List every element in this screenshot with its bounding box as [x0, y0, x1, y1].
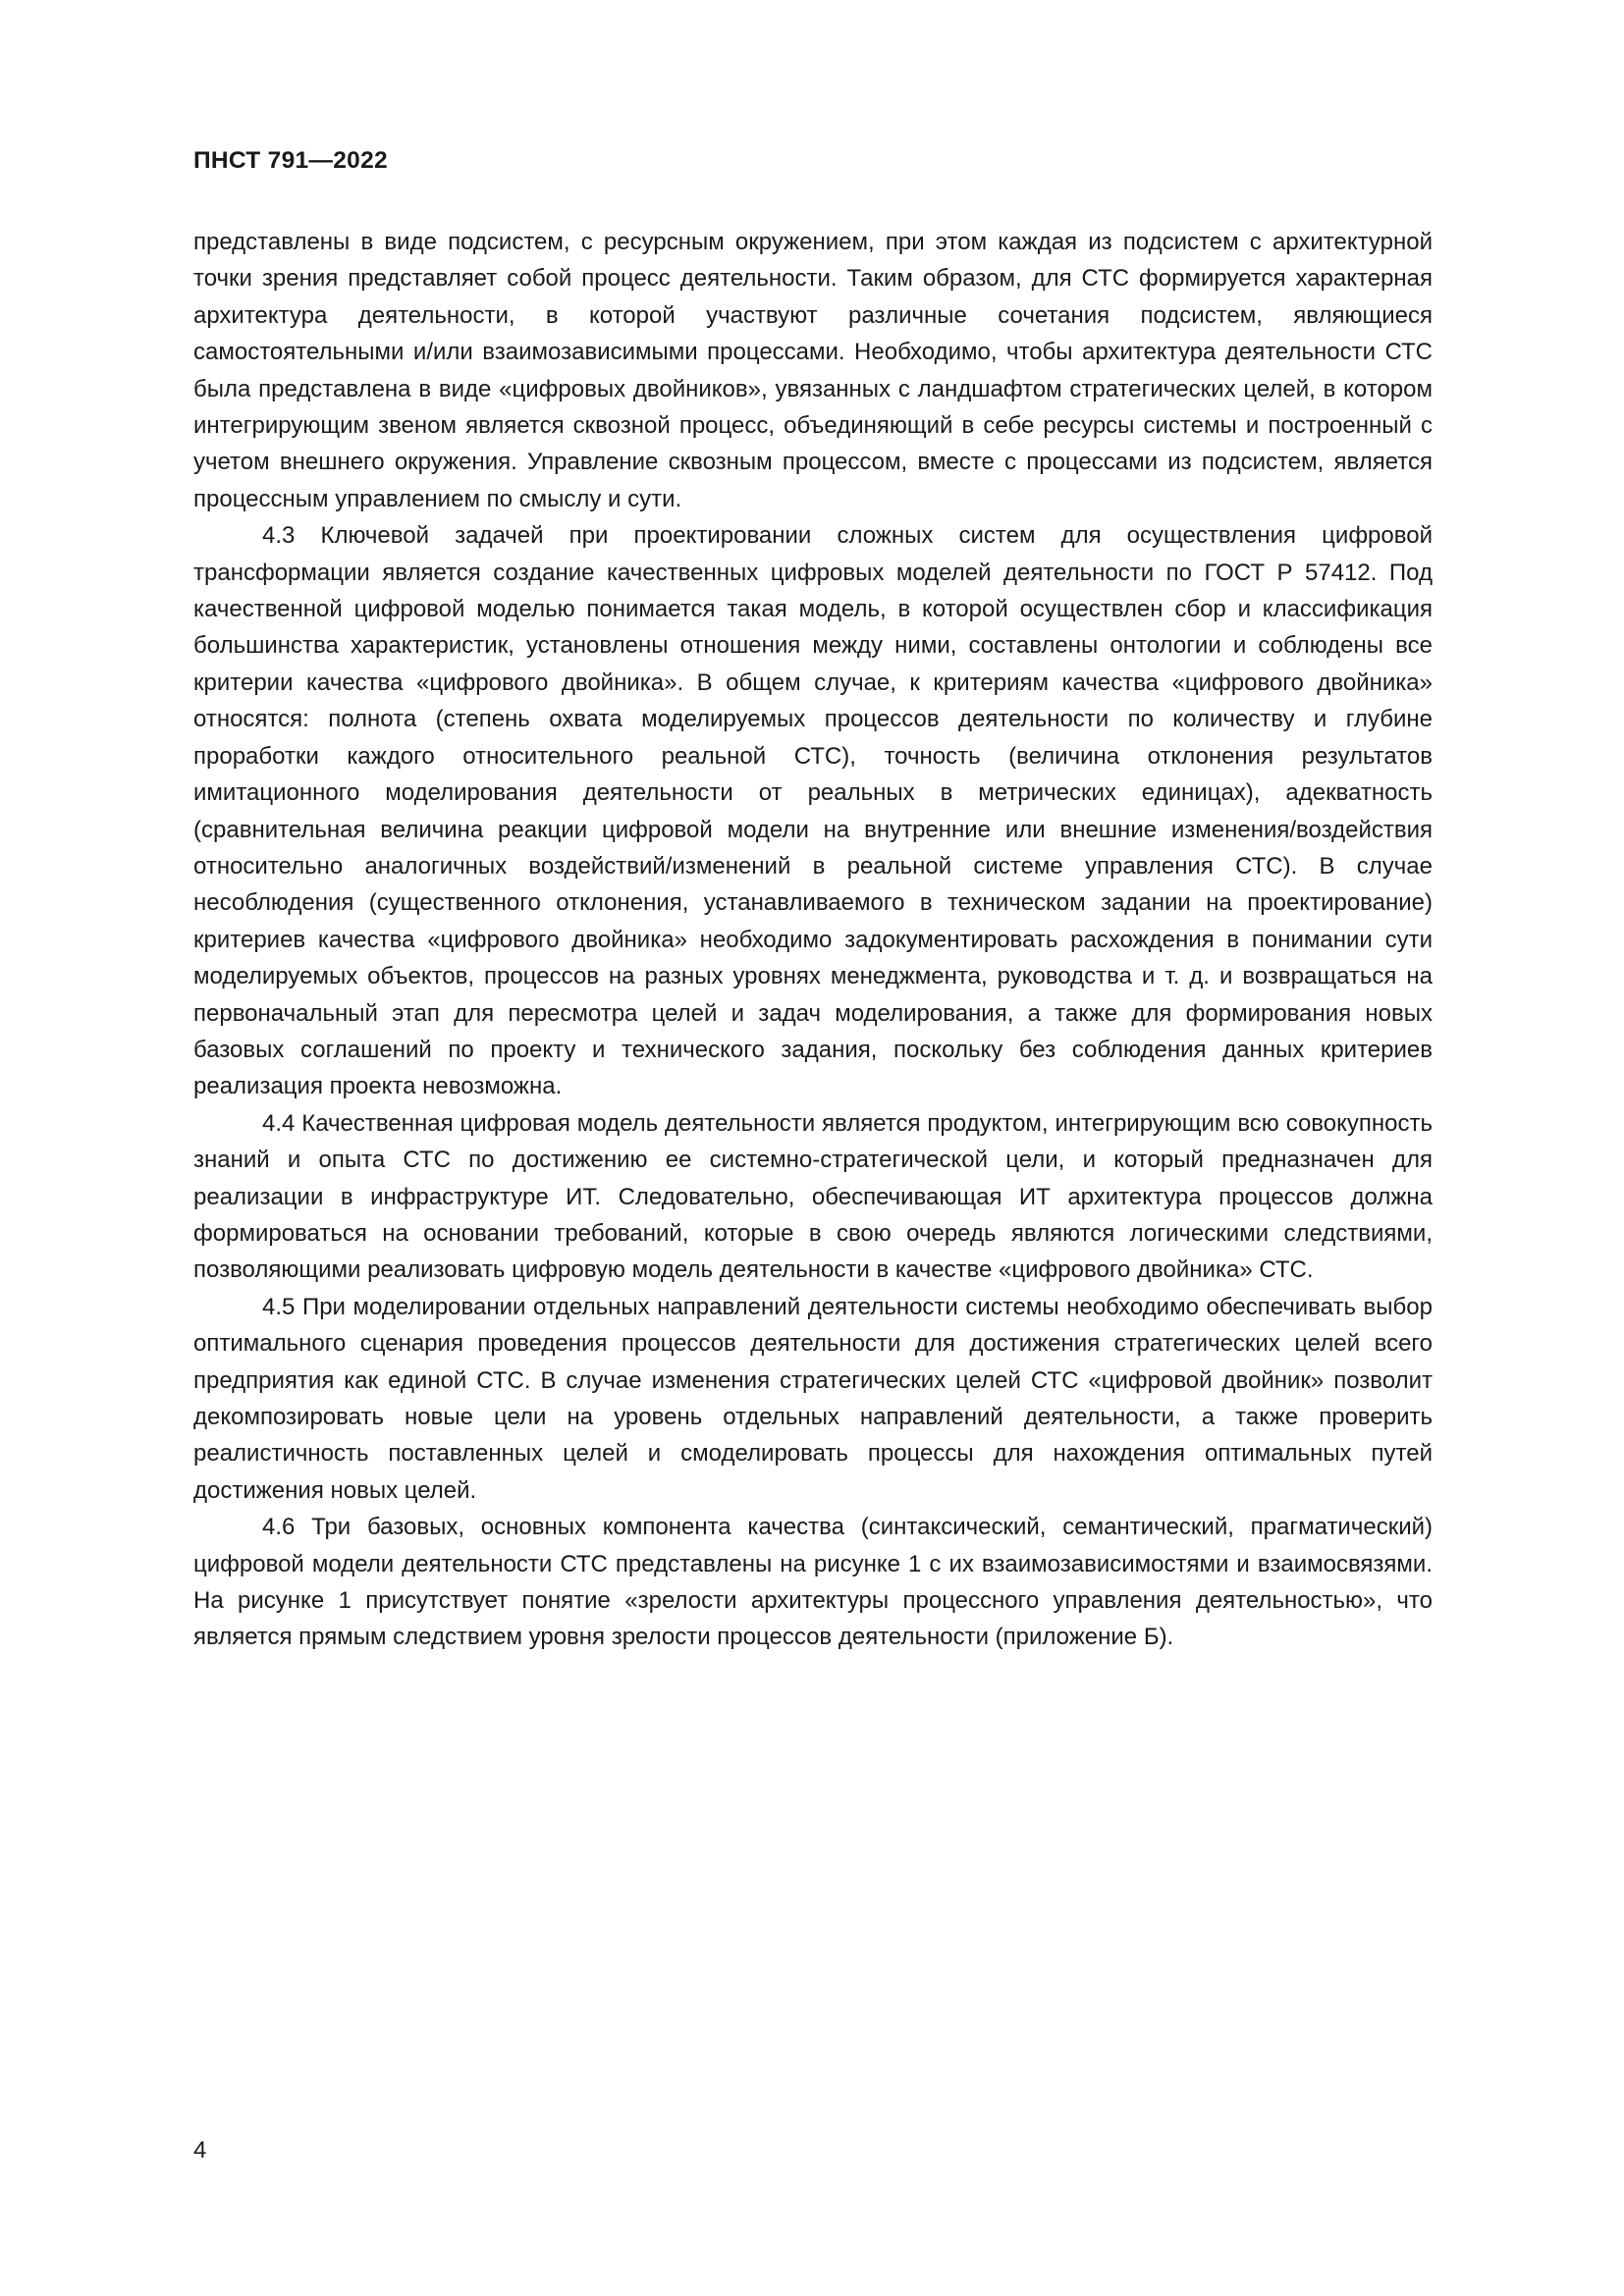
- document-code-header: ПНСТ 791—2022: [193, 147, 388, 174]
- paragraph-4-4: 4.4 Качественная цифровая модель деятельности является продуктом, интегрирующим всю совокупность знаний и опыта СТС по достижению ее системно-стратегической цели, и который предназначен для реализации в инфраструктуре ИТ. Следовательно, обеспечивающая ИТ архитектура процессов должна формироваться на основании требований, которые в свою очередь являются логическими следствиями, позволяющими реализовать цифровую модель деятельности в качестве «цифрового двойника» СТС.: [193, 1109, 1433, 1284]
- paragraph-4-3: 4.3 Ключевой задачей при проектировании сложных систем для осуществления цифровой трансформации является создание качественных цифровых моделей деятельности по ГОСТ Р 57412. Под качественной цифровой моделью понимается такая модель, в которой осуществлен сбор и классификация большинства характеристик, установлены отношения между ними, составлены онтологии и соблюдены все критерии качества «цифрового двойника». В общем случае, к критериям качества «цифрового двойника» относятся: полнота (степень охвата моделируемых процессов деятельности по количеству и глубине проработки каждого относительного реальной СТС), точность (величина отклонения результатов имитационного моделирования деятельности от реальных в метрических единицах), адекватность (сравнительная величина реакции цифровой модели на внутренние или внешние изменения/воздействия относительно аналогичных воздействий/изменений в реальной системе управления СТС). В случае несоблюдения (существенного отклонения, устанавливаемого в техническом задании на проектирование) критериев качества «цифрового двойника» необходимо задокументировать расхождения в понимании сути моделируемых объектов, процессов на разных уровнях менеджмента, руководства и т. д. и возвращаться на первоначальный этап для пересмотра целей и задач моделирования, а также для формирования новых базовых соглашений по проекту и технического задания, поскольку без соблюдения данных критериев реализация проекта невозможна.: [193, 522, 1433, 1100]
- document-body: [193, 224, 1433, 1656]
- paragraph-4-5: 4.5 При моделировании отдельных направлений деятельности системы необходимо обеспечивать выбор оптимального сценария проведения процессов деятельности для достижения стратегических целей всего предприятия как единой СТС. В случае изменения стратегических целей СТС «цифровой двойник» позволит декомпозировать новые цели на уровень отдельных направлений деятельности, а также проверить реалистичность поставленных целей и смоделировать процессы для нахождения оптимальных путей достижения новых целей.: [193, 1293, 1433, 1504]
- paragraph-4-6: 4.6 Три базовых, основных компонента качества (синтаксический, семантический, прагматический) цифровой модели деятельности СТС представлены на рисунке 1 с их взаимозависимостями и взаимосвязями. На рисунке 1 присутствует понятие «зрелости архитектуры процессного управления деятельностью», что является прямым следствием уровня зрелости процессов деятельности (приложение Б).: [193, 1514, 1433, 1651]
- page-number: 4: [193, 2137, 207, 2163]
- paragraph-continuation: представлены в виде подсистем, с ресурсным окружением, при этом каждая из подсистем с архитектурной точки зрения представляет собой процесс деятельности. Таким образом, для СТС формируется характерная архитектура деятельности, в которой участвуют различные сочетания подсистем, являющиеся самостоятельными и/или взаимозависимыми процессами. Необходимо, чтобы архитектура деятельности СТС была представлена в виде «цифровых двойников», увязанных с ландшафтом стратегических целей, в котором интегрирующим звеном является сквозной процесс, объединяющий в себе ресурсы системы и построенный с учетом внешнего окружения. Управление сквозным процессом, вместе с процессами из подсистем, является процессным управлением по смыслу и сути.: [193, 229, 1433, 512]
